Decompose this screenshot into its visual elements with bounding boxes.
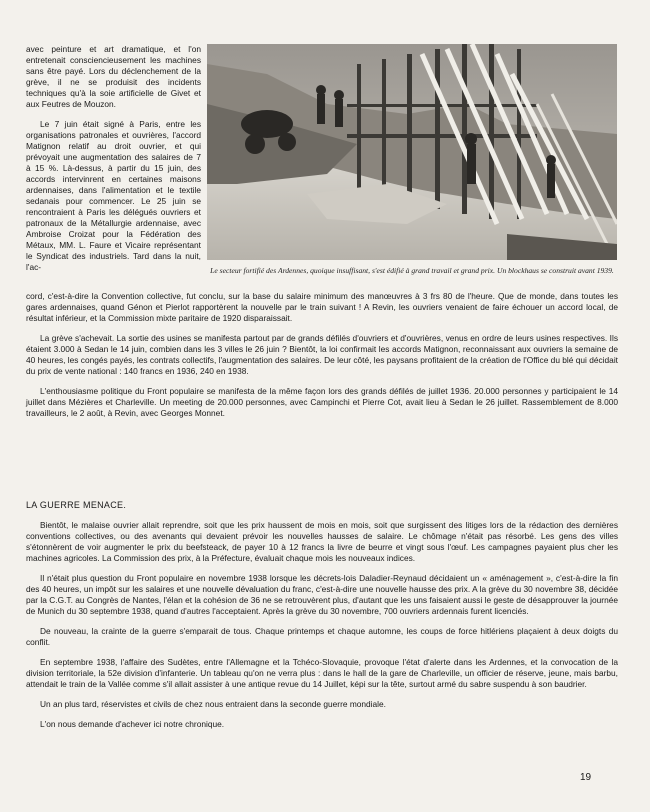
paragraph: En septembre 1938, l'affaire des Sudètes, entre l'Allemagne et la Tchéco-Slovaquie, provoque l'état d'alerte dans les Ardennes, et la convocation de la division territoriale, la 52e division d'infanterie. Un tableau qu'on ne verra plus : dans le hall de la gare de Charleville, un officier de réserve, jeune, mais barbu, attendait le train de la Vallée comme s'il allait assister à une antique revue du 14 Juillet, képi sur la tête, surtout armé du sabre suspendu à son baudrier. <box>26 657 618 689</box>
photograph <box>207 44 617 260</box>
paragraph: Le 7 juin était signé à Paris, entre les organisations patronales et ouvrières, l'accord Matignon relatif au droit ouvrier, et qui prévoyait une augmentation des salaires de 7 à 15 %. Là-dessus, à partir du 15 juin, des accords intervinrent en certaines maisons ardennaises, dans l'alimentation et le textile sedanais pour commencer. Le 25 juin se rencontraient à Paris les délégués ouvriers et patronaux de la Métallurgie ardennaise, avec Ambroise Croizat pour la Fédération des Métaux, MM. L. Faure et Vicaire représentant le Syndicat des industriels. Tard dans la nuit, l'ac- <box>26 119 201 272</box>
body-text-section-2 <box>26 520 618 730</box>
photo-caption: Le secteur fortifié des Ardennes, quoique insuffisant, s'est édifié à grand travail et grand prix. Un blockhaus se construit avant 1939. <box>210 266 614 275</box>
paragraph: De nouveau, la crainte de la guerre s'emparait de tous. Chaque printemps et chaque automne, les coups de force hitlériens plaçaient à deux doigts du conflit. <box>26 626 618 647</box>
body-text-section-1 <box>26 291 618 419</box>
paragraph: La grève s'achevait. La sortie des usines se manifesta partout par de grands défilés d'ouvriers et d'ouvrières, venus en ordre de leurs usines respectives. Ils étaient 3.000 à Sedan le 14 juin, combien dans les 3 villes le 26 juin ? Bientôt, la loi confirmait les accords Matignon, reconnaissant aux ouvriers la semaine de 40 heures, les congés payés, les contrats collectifs, l'augmentation des salaires. De leur côté, les paysans profitaient de la création de l'Office du blé qui décidait du prix de vente national : 140 francs en 1936, 240 en 1938. <box>26 333 618 376</box>
section-heading: LA GUERRE MENACE. <box>26 500 127 510</box>
blockhaus-construction-photo <box>207 44 617 260</box>
paragraph: Bientôt, le malaise ouvrier allait reprendre, soit que les prix haussent de mois en mois, soit que surgissent des litiges lors de la rédaction des dernières conventions collectives, ou des avenants qui devaient prévoir les nouvelles hausses de salaire. Le chômage n'était pas résorbé. Les gens des villes s'étonnèrent de voir augmenter le prix du beefsteack, de payer 10 à 12 francs la livre de beurre et vingt sous l'œuf. Les campagnes payaient plus cher les machines agricoles. La Commission des prix, à la Préfecture, évaluait chaque mois les nouveaux indices. <box>26 520 618 563</box>
paragraph: cord, c'est-à-dire la Convention collective, fut conclu, sur la base du salaire minimum des manœuvres à 3 frs 80 de l'heure. Que de monde, dans toutes les gares ardennaises, quand Génon et Pierlot rapportèrent la nouvelle par le train suivant ! A Revin, les ouvriers venaient de faire échouer un accord local, de résultat inférieur, et la Commission mixte paritaire de 1920 disparaissait. <box>26 291 618 323</box>
paragraph: L'on nous demande d'achever ici notre chronique. <box>40 719 225 729</box>
paragraph: Il n'était plus question du Front populaire en novembre 1938 lorsque les décrets-lois Daladier-Reynaud décidaient un « aménagement », c'est-à-dire la fin des 40 heures, un impôt sur les salaires et une nouvelle dévaluation du franc, c'est-à-dire une nouvelle hausse des prix. A la grève du 30 novembre 38, décidée par la C.G.T. au Congrès de Nantes, l'élan et la cohésion de 36 ne se retrouvèrent plus, d'autant que les uns faisaient aussi le geste de désapprouver la journée de Munich du 30 septembre 1938, quand d'autres l'acceptaient. Après la grève du 30 novembre, 700 ouvriers ardennais furent licenciés. <box>26 573 618 616</box>
paragraph: L'enthousiasme politique du Front populaire se manifesta de la même façon lors des grands défilés de juillet 1936. 20.000 personnes y participaient le 14 juillet dans Mézières et Charleville. Un meeting de 20.000 personnes, avec Campinchi et Pierre Cot, avait lieu à Sedan le 26 juillet. Rassemblement de 8.000 travailleurs, le 2 août, à Revin, avec Georges Monnet. <box>26 386 618 418</box>
left-column-text <box>26 44 201 273</box>
paragraph: avec peinture et art dramatique, et l'on entretenait consciencieusement les machines sans être payé. Lors du déclenchement de la grève, il ne se produisit des incidents techniques qu'à la soie artificielle de Givet et aux Feutres de Mouzon. <box>26 44 201 109</box>
page-number: 19 <box>580 772 592 783</box>
paragraph: Un an plus tard, réservistes et civils de chez nous entraient dans la seconde guerre mondiale. <box>40 699 386 709</box>
